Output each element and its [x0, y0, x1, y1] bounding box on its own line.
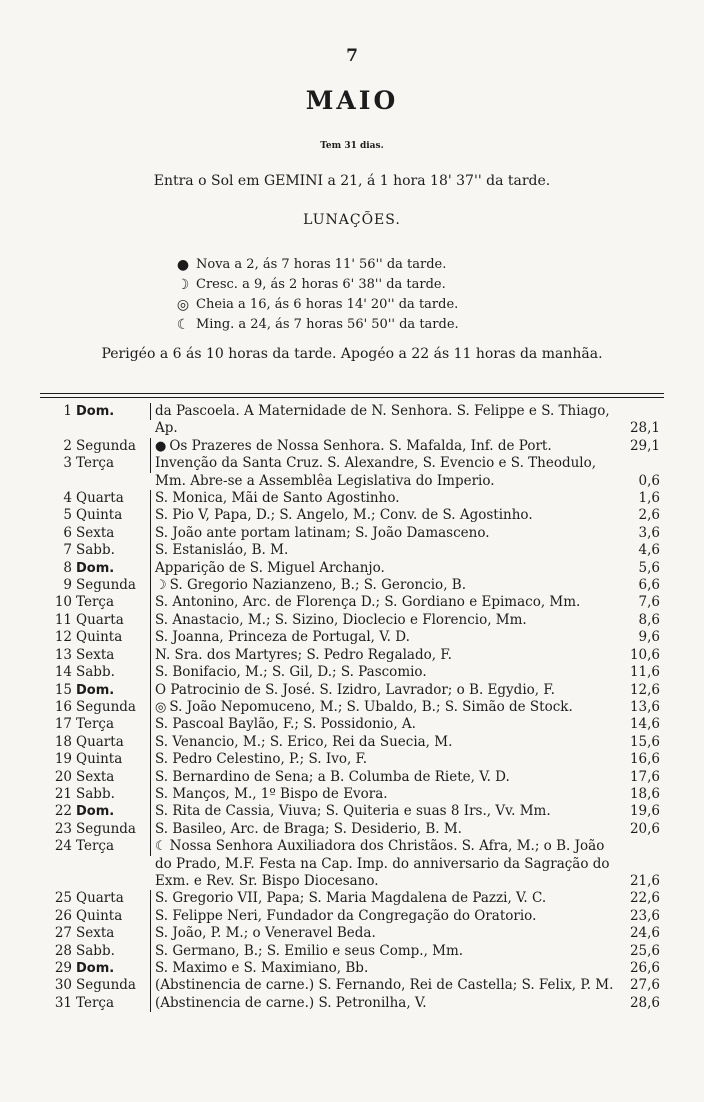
weekday-label: Segunda [76, 577, 151, 594]
weekday-label: Sexta [76, 525, 151, 542]
entry-text: Os Prazeres de Nossa Senhora. S. Mafalda, Inf. de Port. [169, 437, 552, 454]
sun-entry-line: Entra o Sol em GEMINI a 21, á 1 hora 18' 37'' da tarde. [153, 173, 551, 189]
phase-new [176, 255, 506, 275]
moon-phase-icon: ☽ [155, 578, 167, 594]
day-number: 23 [54, 820, 72, 837]
moon-age-value: 20,6 [629, 820, 660, 837]
day-number: 22 [54, 803, 72, 820]
lunacoes-heading: LUNAÇÕES. [303, 212, 401, 228]
calendar-row [48, 490, 660, 507]
moon-age-value: 25,6 [629, 942, 660, 959]
entry-text: S. Gregorio Nazianzeno, B.; S. Geroncio, B. [169, 577, 466, 594]
entry-text: S. Manços, M., 1º Bispo de Evora. [155, 785, 388, 802]
weekday-label: Sabb. [76, 542, 151, 559]
saints-text [151, 647, 622, 664]
moon-age-value: 27,6 [629, 977, 660, 994]
day-number: 10 [54, 594, 72, 611]
saints-text [151, 977, 622, 994]
day-number: 24 [54, 838, 72, 855]
entry-text: S. Pascoal Baylão, F.; S. Possidonio, A. [155, 716, 416, 733]
moon-age-value: 28,6 [629, 994, 660, 1011]
day-number: 13 [54, 646, 72, 663]
saints-text [151, 507, 622, 524]
phase-text: Cheia a 16, ás 6 horas 14' 20'' da tarde. [196, 297, 459, 312]
calendar-row [48, 542, 660, 559]
weekday-label: Sabb. [76, 664, 151, 681]
phase-full [176, 295, 506, 315]
moon-age-value: 17,6 [629, 768, 660, 785]
saints-text [151, 664, 622, 681]
weekday-label: Sexta [76, 647, 151, 664]
moon-age-value: 13,6 [629, 698, 660, 715]
day-number: 30 [54, 977, 72, 994]
calendar-row [48, 629, 660, 646]
calendar-row [48, 507, 660, 524]
days-note: Tem 31 dias. [320, 141, 384, 151]
saints-text [151, 490, 622, 507]
phase-text: Cresc. a 9, ás 2 horas 6' 38'' da tarde. [196, 277, 446, 292]
new-moon-icon: ● [176, 257, 190, 273]
saints-text [151, 803, 622, 820]
calendar-row [48, 455, 660, 490]
entry-text: da Pascoela. A Maternidade de N. Senhora. S. Felippe e S. Thiago, Ap. [155, 403, 610, 437]
moon-age-value: 10,6 [629, 646, 660, 663]
weekday-label: Sabb. [76, 786, 151, 803]
day-number: 27 [54, 925, 72, 942]
entry-text: S. João, P. M.; o Veneravel Beda. [155, 925, 376, 942]
calendar-row [48, 977, 660, 994]
saints-text [151, 769, 622, 786]
saints-text [151, 699, 622, 716]
weekday-label: Dom. [76, 403, 151, 420]
calendar-row [48, 821, 660, 838]
calendar-row [48, 943, 660, 960]
calendar-row [48, 438, 660, 455]
moon-age-value: 21,6 [629, 872, 660, 889]
calendar-row [48, 699, 660, 716]
moon-age-value: 23,6 [629, 907, 660, 924]
weekday-label: Sabb. [76, 943, 151, 960]
moon-age-value: 16,6 [629, 751, 660, 768]
calendar-row [48, 908, 660, 925]
entry-text: N. Sra. dos Martyres; S. Pedro Regalado, F. [155, 646, 452, 663]
saints-text [151, 403, 622, 438]
entry-text: S. Joanna, Princeza de Portugal, V. D. [155, 629, 410, 646]
calendar-row [48, 647, 660, 664]
moon-age-value: 1,6 [638, 490, 660, 507]
calendar-row [48, 769, 660, 786]
saints-text [151, 734, 622, 751]
saints-text [151, 438, 622, 455]
day-number: 5 [63, 507, 72, 524]
weekday-label: Sexta [76, 769, 151, 786]
calendar-table [48, 403, 660, 1012]
day-number: 1 [63, 403, 72, 419]
phase-text: Ming. a 24, ás 7 horas 56' 50'' da tarde. [196, 317, 459, 332]
weekday-label: Quinta [76, 908, 151, 925]
day-number: 14 [54, 664, 72, 681]
day-number: 29 [54, 960, 72, 976]
perigee-apogee-line: Perigéo a 6 ás 10 horas da tarde. Apogéo a 22 ás 11 horas da manhãa. [101, 346, 603, 362]
weekday-label: Quinta [76, 629, 151, 646]
saints-text [151, 925, 622, 942]
moon-age-value: 18,6 [629, 785, 660, 802]
moon-age-value: 7,6 [638, 594, 660, 611]
day-number: 3 [63, 455, 72, 472]
first-quarter-moon-icon: ☽ [176, 277, 190, 293]
moon-phases [176, 255, 506, 335]
day-number: 17 [54, 716, 72, 733]
weekday-label: Dom. [76, 560, 151, 577]
moon-age-value: 0,6 [638, 472, 660, 489]
moon-age-value: 29,1 [629, 437, 660, 454]
calendar-row [48, 560, 660, 577]
calendar-row [48, 925, 660, 942]
calendar-row [48, 682, 660, 699]
entry-text: S. Antonino, Arc. de Florença D.; S. Gordiano e Epimaco, Mm. [155, 594, 581, 611]
entry-text: S. Bonifacio, M.; S. Gil, D.; S. Pascomio. [155, 664, 427, 681]
day-number: 4 [63, 490, 72, 507]
moon-age-value: 22,6 [629, 890, 660, 907]
weekday-label: Segunda [76, 438, 151, 455]
day-number: 15 [54, 681, 72, 698]
moon-age-value: 9,6 [638, 629, 660, 646]
day-number: 2 [63, 437, 72, 454]
entry-text: Nossa Senhora Auxiliadora dos Christãos. S. Afra, M.; o B. João do Prado, M.F. Festa na Cap. Imp. do anniversario da Sagração do Exm. e Rev. Sr. Bispo Diocesano. [155, 838, 610, 889]
calendar-row [48, 594, 660, 611]
moon-age-value: 4,6 [638, 542, 660, 559]
moon-age-value: 12,6 [629, 681, 660, 698]
weekday-label: Terça [76, 838, 151, 855]
entry-text: S. Pio V, Papa, D.; S. Angelo, M.; Conv. de S. Agostinho. [155, 507, 533, 524]
saints-text [151, 943, 622, 960]
phase-first-quarter [176, 275, 506, 295]
moon-age-value: 19,6 [629, 803, 660, 820]
calendar-row [48, 803, 660, 820]
weekday-label: Terça [76, 594, 151, 611]
day-number: 12 [54, 629, 72, 646]
entry-text: Invenção da Santa Cruz. S. Alexandre, S. Evencio e S. Theodulo, Mm. Abre-se a Assemblêa Legislativa do Imperio. [155, 455, 597, 489]
entry-text: S. Venancio, M.; S. Erico, Rei da Suecia, M. [155, 733, 453, 750]
day-number: 8 [63, 559, 72, 576]
moon-phase-icon: ● [155, 438, 167, 454]
calendar-row [48, 403, 660, 438]
calendar-row [48, 664, 660, 681]
month-title: MAIO [305, 86, 399, 115]
day-number: 18 [54, 733, 72, 750]
moon-age-value: 8,6 [638, 611, 660, 628]
entry-text: S. Monica, Mãi de Santo Agostinho. [155, 490, 400, 507]
weekday-label: Dom. [76, 682, 151, 699]
day-number: 25 [54, 890, 72, 907]
calendar-row [48, 890, 660, 907]
moon-age-value: 28,1 [629, 420, 660, 437]
weekday-label: Quinta [76, 751, 151, 768]
phase-text: Nova a 2, ás 7 horas 11' 56'' da tarde. [196, 257, 447, 272]
moon-age-value: 5,6 [638, 559, 660, 576]
saints-text [151, 542, 622, 559]
saints-text [151, 612, 622, 629]
saints-text [151, 751, 622, 768]
full-moon-icon: ◎ [176, 297, 190, 313]
last-quarter-moon-icon: ☾ [176, 317, 190, 333]
entry-text: (Abstinencia de carne.) S. Petronilha, V. [155, 994, 427, 1011]
saints-text [151, 629, 622, 646]
saints-text [151, 577, 622, 594]
entry-text: S. Germano, B.; S. Emilio e seus Comp., Mm. [155, 942, 464, 959]
saints-text [151, 594, 622, 611]
moon-age-value: 14,6 [629, 716, 660, 733]
weekday-label: Segunda [76, 699, 151, 716]
calendar-row [48, 525, 660, 542]
day-number: 16 [54, 698, 72, 715]
calendar-row [48, 734, 660, 751]
weekday-label: Segunda [76, 821, 151, 838]
calendar-row [48, 786, 660, 803]
weekday-label: Dom. [76, 960, 151, 977]
saints-text [151, 786, 622, 803]
calendar-row [48, 838, 660, 890]
entry-text: S. Maximo e S. Maximiano, Bb. [155, 960, 369, 976]
saints-text [151, 716, 622, 733]
weekday-label: Quarta [76, 612, 151, 629]
entry-text: Apparição de S. Miguel Archanjo. [155, 559, 385, 576]
calendar-row [48, 751, 660, 768]
day-number: 11 [54, 611, 72, 628]
day-number: 26 [54, 907, 72, 924]
calendar-row [48, 960, 660, 977]
entry-text: S. Bernardino de Sena; a B. Columba de Riete, V. D. [155, 768, 510, 785]
entry-text: S. Estanisláo, B. M. [155, 542, 289, 559]
day-number: 7 [63, 542, 72, 559]
weekday-label: Quarta [76, 490, 151, 507]
weekday-label: Terça [76, 716, 151, 733]
saints-text [151, 995, 622, 1012]
entry-text: (Abstinencia de carne.) S. Fernando, Rei de Castella; S. Felix, P. M. [155, 977, 614, 994]
saints-text [151, 890, 622, 907]
saints-text [151, 525, 622, 542]
day-number: 19 [54, 751, 72, 768]
calendar-row [48, 716, 660, 733]
moon-phase-icon: ◎ [155, 699, 167, 715]
calendar-row [48, 612, 660, 629]
saints-text [151, 455, 622, 490]
moon-age-value: 6,6 [638, 577, 660, 594]
saints-text [151, 560, 622, 577]
entry-text: O Patrocinio de S. José. S. Izidro, Lavrador; o B. Egydio, F. [155, 681, 555, 698]
weekday-label: Terça [76, 455, 151, 472]
moon-age-value: 26,6 [629, 960, 660, 976]
entry-text: S. Rita de Cassia, Viuva; S. Quiteria e suas 8 Irs., Vv. Mm. [155, 803, 551, 820]
moon-age-value: 24,6 [629, 925, 660, 942]
entry-text: S. Anastacio, M.; S. Sizino, Diocleciо e Florencio, Mm. [155, 611, 527, 628]
day-number: 9 [63, 577, 72, 594]
page-number: 7 [346, 46, 358, 66]
entry-text: S. João Nepomuceno, M.; S. Ubaldo, B.; S. Simão de Stock. [169, 698, 573, 715]
moon-age-value: 3,6 [638, 524, 660, 541]
saints-text [151, 960, 622, 977]
double-rule-divider [40, 393, 664, 398]
day-number: 6 [63, 524, 72, 541]
day-number: 20 [54, 768, 72, 785]
moon-age-value: 2,6 [638, 507, 660, 524]
saints-text [151, 908, 622, 925]
calendar-row [48, 577, 660, 594]
weekday-label: Sexta [76, 925, 151, 942]
calendar-row [48, 995, 660, 1012]
entry-text: S. Pedro Celestino, P.; S. Ivo, F. [155, 751, 368, 768]
moon-phase-icon: ☾ [155, 839, 167, 855]
entry-text: S. Gregorio VII, Papa; S. Maria Magdalena de Pazzi, V. C. [155, 890, 547, 907]
entry-text: S. Basileo, Arc. de Braga; S. Desiderio, B. M. [155, 820, 462, 837]
saints-text [151, 682, 622, 699]
day-number: 28 [54, 942, 72, 959]
weekday-label: Terça [76, 995, 151, 1012]
weekday-label: Quarta [76, 734, 151, 751]
weekday-label: Dom. [76, 803, 151, 820]
entry-text: S. Felippe Neri, Fundador da Congregação do Oratorio. [155, 907, 537, 924]
entry-text: S. João ante portam latinam; S. João Damasceno. [155, 524, 490, 541]
weekday-label: Segunda [76, 977, 151, 994]
weekday-label: Quarta [76, 890, 151, 907]
day-number: 21 [54, 785, 72, 802]
weekday-label: Quinta [76, 507, 151, 524]
saints-text [151, 838, 622, 890]
saints-text [151, 821, 622, 838]
moon-age-value: 11,6 [629, 664, 660, 681]
phase-last-quarter [176, 315, 506, 335]
day-number: 31 [54, 994, 72, 1011]
moon-age-value: 15,6 [629, 733, 660, 750]
